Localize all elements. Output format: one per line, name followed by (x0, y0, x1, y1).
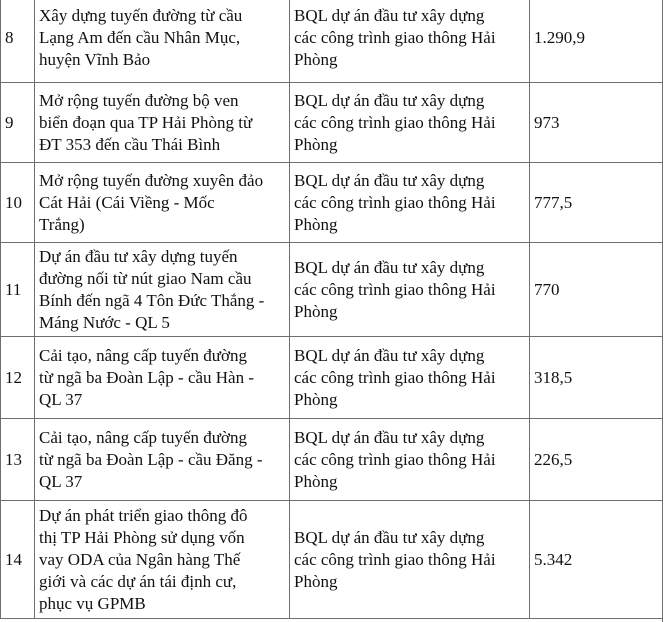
capital-cell: 777,5 (530, 163, 663, 243)
investor-cell (290, 0, 530, 83)
project-name-line: biển đoạn qua TP Hải Phòng từ (39, 112, 253, 132)
table-row (1, 501, 663, 619)
project-name-line: Mở rộng tuyến đường bộ ven (39, 90, 239, 110)
table-row (1, 243, 663, 337)
row-number: 11 (1, 243, 35, 337)
investor-line: các công trình giao thông Hải (294, 549, 496, 569)
investor-line: các công trình giao thông Hải (294, 449, 496, 469)
project-name-line: Máng Nước - QL 5 (39, 312, 170, 332)
investor-line: Phòng (294, 571, 338, 591)
row-number: 14 (1, 501, 35, 619)
table-row (1, 337, 663, 419)
investor-line: các công trình giao thông Hải (294, 367, 496, 387)
project-name-line: QL 37 (39, 389, 83, 409)
project-name-cell (35, 0, 290, 83)
investor-cell (290, 419, 530, 501)
capital-cell: 973 (530, 83, 663, 163)
investor-line: BQL dự án đầu tư xây dựng (294, 427, 485, 447)
project-name-line: Cải tạo, nâng cấp tuyến đường (39, 427, 247, 447)
table-row (1, 0, 663, 83)
investor-line: Phòng (294, 301, 338, 321)
row-number: 8 (1, 0, 35, 83)
table-row (1, 83, 663, 163)
investor-cell (290, 337, 530, 419)
row-number: 10 (1, 163, 35, 243)
project-name-line: Cải tạo, nâng cấp tuyến đường (39, 345, 247, 365)
project-name-line: từ ngã ba Đoàn Lập - cầu Hàn - (39, 367, 255, 387)
investor-line: các công trình giao thông Hải (294, 112, 496, 132)
project-name-line: Lạng Am đến cầu Nhân Mục, (39, 28, 241, 47)
project-name-line: thị TP Hải Phòng sử dụng vốn (39, 527, 245, 547)
investor-line: các công trình giao thông Hải (294, 279, 496, 299)
capital-cell: 5.342 (530, 501, 663, 619)
investor-cell (290, 243, 530, 337)
capital-cell: 1.290,9 (530, 0, 663, 83)
project-name-cell (35, 337, 290, 419)
table-row (1, 419, 663, 501)
project-name-cell (35, 83, 290, 163)
project-name-cell (35, 243, 290, 337)
project-name-line: vay ODA của Ngân hàng Thế (39, 549, 241, 569)
project-name-line: Dự án đầu tư xây dựng tuyến (39, 246, 238, 266)
project-name-line: từ ngã ba Đoàn Lập - cầu Đăng - (39, 449, 263, 469)
investor-line: BQL dự án đầu tư xây dựng (294, 6, 485, 25)
row-number: 9 (1, 83, 35, 163)
table-row (1, 163, 663, 243)
investor-line: BQL dự án đầu tư xây dựng (294, 527, 485, 547)
investor-line: Phòng (294, 471, 338, 491)
project-name-line: Cát Hải (Cái Viềng - Mốc (39, 192, 215, 212)
investor-cell (290, 501, 530, 619)
project-name-cell (35, 163, 290, 243)
investor-cell (290, 83, 530, 163)
investor-line: Phòng (294, 214, 338, 234)
investor-line: các công trình giao thông Hải (294, 28, 496, 47)
investor-line: BQL dự án đầu tư xây dựng (294, 90, 485, 110)
project-name-line: Trắng) (39, 214, 85, 234)
investor-line: BQL dự án đầu tư xây dựng (294, 257, 485, 277)
investor-line: các công trình giao thông Hải (294, 192, 496, 212)
capital-cell: 770 (530, 243, 663, 337)
capital-cell: 226,5 (530, 419, 663, 501)
capital-cell: 318,5 (530, 337, 663, 419)
row-number: 12 (1, 337, 35, 419)
investor-line: Phòng (294, 134, 338, 154)
project-name-line: Mở rộng tuyến đường xuyên đảo (39, 170, 264, 190)
table-right-border (662, 0, 663, 622)
investor-line: BQL dự án đầu tư xây dựng (294, 170, 485, 190)
project-name-line: Bính đến ngã 4 Tôn Đức Thắng - (39, 290, 265, 310)
row-number: 13 (1, 419, 35, 501)
project-name-line: phục vụ GPMB (39, 593, 146, 613)
project-name-line: ĐT 353 đến cầu Thái Bình (39, 134, 221, 154)
project-name-line: Dự án phát triển giao thông đô (39, 505, 248, 525)
investor-cell (290, 163, 530, 243)
investor-line: Phòng (294, 50, 338, 69)
project-table-body (1, 0, 663, 619)
investor-line: Phòng (294, 389, 338, 409)
project-name-cell (35, 419, 290, 501)
project-name-line: Xây dựng tuyến đường từ cầu (39, 6, 243, 25)
project-name-line: huyện Vĩnh Bảo (39, 50, 151, 69)
project-name-line: QL 37 (39, 471, 83, 491)
project-name-line: đường nối từ nút giao Nam cầu (39, 268, 252, 288)
investor-line: BQL dự án đầu tư xây dựng (294, 345, 485, 365)
project-name-cell (35, 501, 290, 619)
project-name-line: giới và các dự án tái định cư, (39, 571, 237, 591)
